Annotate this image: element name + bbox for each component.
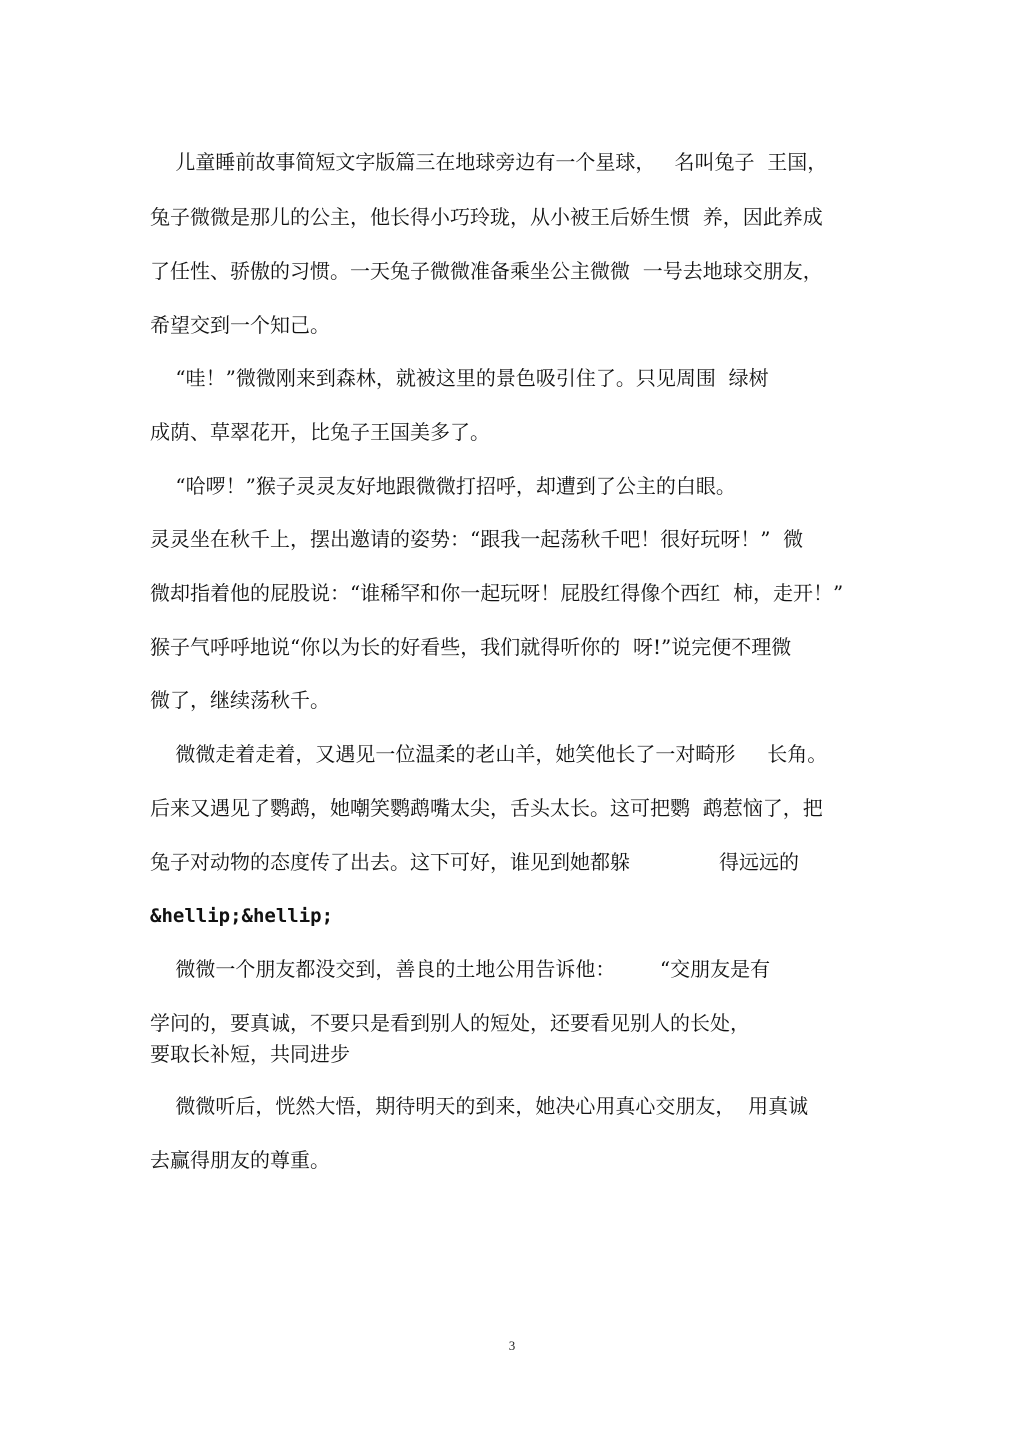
- text-line: 兔子微微是那儿的公主，他长得小巧玲珑，从小被王后娇生惯 养，因此养成: [150, 205, 823, 229]
- text-line: 去赢得朋友的尊重。: [150, 1148, 330, 1172]
- text-line: 儿童睡前故事简短文字版篇三在地球旁边有一个星球， 名叫兔子 王国，: [150, 150, 828, 174]
- text-line: 微了，继续荡秋千。: [150, 688, 330, 712]
- text-line: 微微听后，恍然大悟，期待明天的到来，她决心用真心交朋友， 用真诚: [150, 1094, 809, 1118]
- text-line: 灵灵坐在秋千上，摆出邀请的姿势：“跟我一起荡秋千吧！很好玩呀！” 微: [150, 527, 804, 551]
- text-line: 微微走着走着，又遇见一位温柔的老山羊，她笑他长了一对畸形 长角。: [150, 742, 828, 766]
- text-line: 后来又遇见了鹦鹉，她嘲笑鹦鹉嘴太尖，舌头太长。这可把鹦 鹉惹恼了，把: [150, 796, 823, 820]
- text-line: 猴子气呼呼地说“你以为长的好看些，我们就得听你的 呀!”说完便不理微: [150, 635, 792, 659]
- text-line: 微却指着他的屁股说：“谁稀罕和你一起玩呀！屁股红得像个西红 柿，走开！”: [150, 581, 844, 605]
- text-line: 微微一个朋友都没交到，善良的土地公用告诉他： “交朋友是有: [150, 957, 771, 981]
- text-line: 希望交到一个知己。: [150, 313, 330, 337]
- text-line: 成荫、草翠花开，比兔子王国美多了。: [150, 420, 490, 444]
- text-line: 学问的，要真诚，不要只是看到别人的短处，还要看见别人的长处，: [150, 1011, 750, 1035]
- text-line: “哇！”微微刚来到森林，就被这里的景色吸引住了。只见周围 绿树: [150, 366, 769, 390]
- text-line: &hellip;&hellip;: [150, 905, 334, 927]
- page-number: 3: [508, 1338, 516, 1353]
- text-line: 要取长补短，共同进步: [150, 1042, 350, 1066]
- text-line: 了任性、骄傲的习惯。一天兔子微微准备乘坐公主微微 一号去地球交朋友，: [150, 259, 823, 283]
- text-line: “哈啰！”猴子灵灵友好地跟微微打招呼，却遭到了公主的白眼。: [150, 474, 736, 498]
- text-line: 兔子对动物的态度传了出去。这下可好，谁见到她都躲 得远远的: [150, 850, 800, 874]
